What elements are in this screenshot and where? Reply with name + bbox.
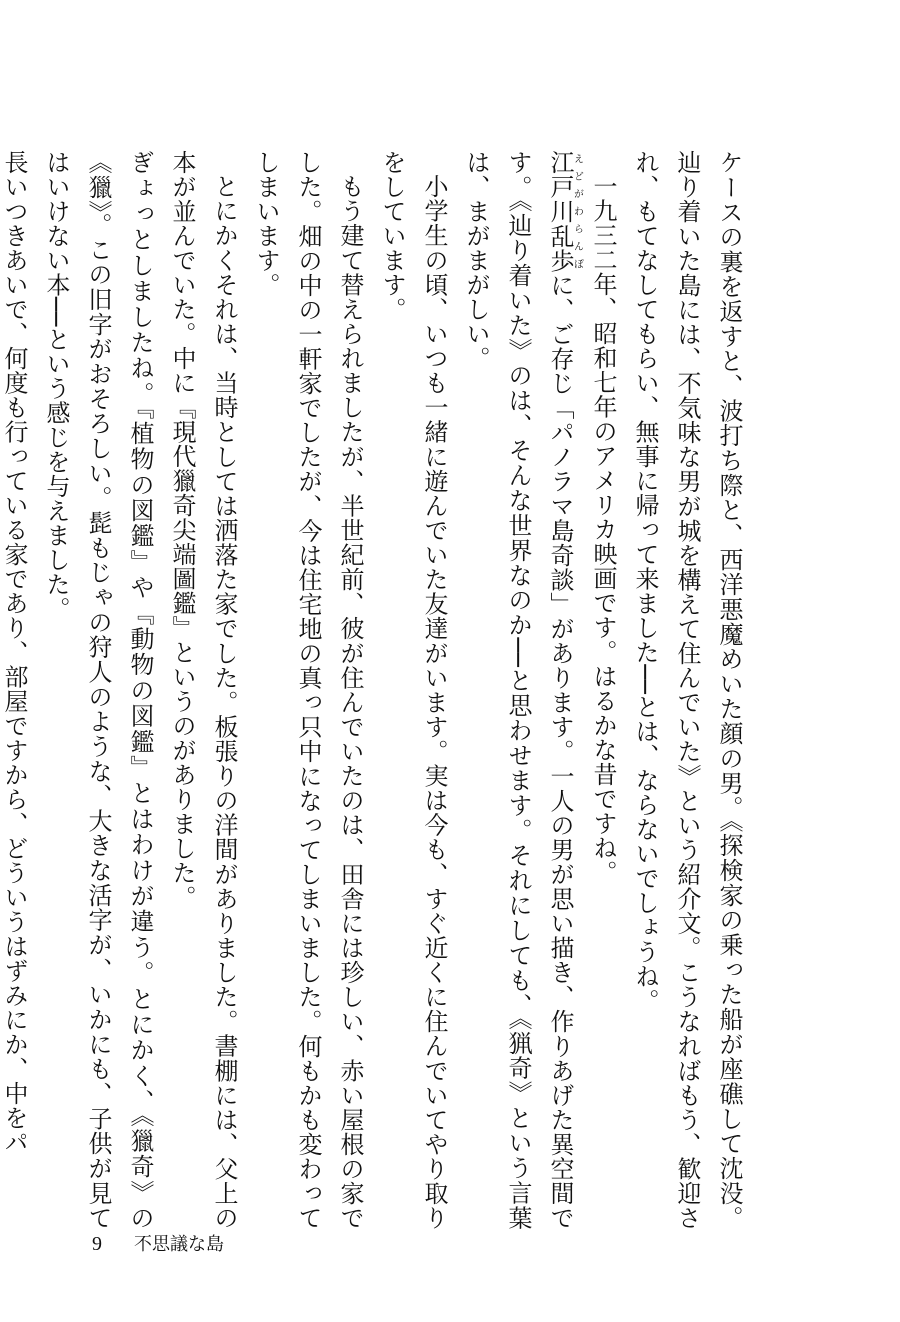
page-footer xyxy=(92,1230,224,1256)
paragraph-4: 小学生の頃、いつも一緒に遊んでいた友達がいます。実は今も、すぐ近くに住んでいてやり取りをしています。 xyxy=(378,150,448,1230)
page-number: 9 xyxy=(92,1233,102,1255)
paragraph-6: とにかくそれは、当時としては洒落た家でした。板張りの洋間がありました。書棚には、父上の本が並んでいた。中に『現代獵奇尖端圖鑑』というのがありました。 xyxy=(168,150,238,1230)
paragraph-8: 長いつきあいで、何度も行っている家であり、部屋ですから、どういうはずみにか、中をパ xyxy=(0,150,28,1155)
paragraph-7: ぎょっとしましたね。『植物の図鑑』や『動物の図鑑』とはわけが違う。とにかく、《獵奇》の《獵》。この旧字がおそろしい。髭もじゃの狩人のような、大きな活字が、いかにも、子供が見てはいけない本──という感じを与えました。 xyxy=(42,150,154,1230)
paragraph-3 xyxy=(455,150,582,1230)
paragraph-5: もう建て替えられましたが、半世紀前、彼が住んでいたのは、田舎には珍しい、赤い屋根の家でした。畑の中の一軒家でしたが、今は住宅地の真っ只中になってしまいました。何もかも変わってしまいます。 xyxy=(252,150,364,1230)
ruby-edogawa-ranpo: 江戸川乱歩えどがわらんぽ xyxy=(546,150,583,273)
vertical-text-body xyxy=(0,150,750,1230)
paragraph-3-text: 江戸川乱歩えどがわらんぽに、ご存じ「パノラマ島奇談」があります。一人の男が思い描き、作りあげた異空間です。《辿り着いた》のは、そんな世界なのか──と思わせます。それにしても、《猟奇》という言葉は、まがまがしい。 xyxy=(462,150,583,1231)
paragraph-1: ケースの裏を返すと、波打ち際と、西洋悪魔めいた顔の男。《探検家の乗った船が座礁して沈没。辿り着いた島には、不気味な男が城を構えて住んでいた》という紹介文。こうなればもう、歓迎され、もてなしてもらい、無事に帰って来ました──とは、ならないでしょうね。 xyxy=(631,150,743,1230)
paragraph-2: 一九三二年、昭和七年のアメリカ映画です。はるかな昔ですね。 xyxy=(589,174,617,885)
running-title: 不思議な島 xyxy=(134,1234,224,1255)
